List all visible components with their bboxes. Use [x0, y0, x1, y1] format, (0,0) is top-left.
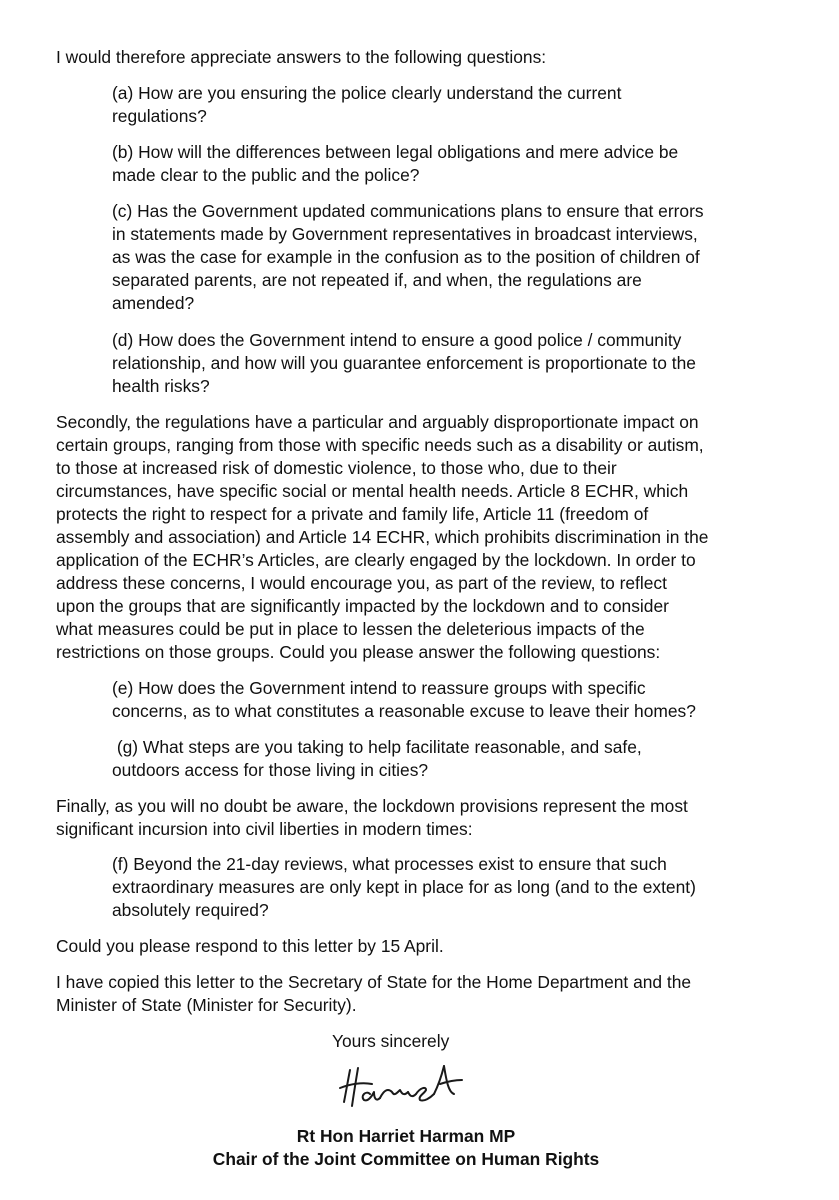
secondly-line: upon the groups that are significantly impacted by the lockdown and to consider [56, 596, 669, 616]
secondly-line: address these concerns, I would encourage you, as part of the review, to reflect [56, 573, 667, 593]
finally-line-1: Finally, as you will no doubt be aware, the lockdown provisions represent the most [56, 796, 688, 816]
secondly-line: protects the right to respect for a private and family life, Article 11 (freedom of [56, 504, 649, 524]
respond-paragraph [56, 935, 786, 958]
signatory-title: Chair of the Joint Committee on Human Rights [212, 1149, 600, 1169]
question-c-line-4: separated parents, are not repeated if, and when, the regulations are [112, 270, 642, 290]
signatory-name: Rt Hon Harriet Harman MP [296, 1126, 516, 1146]
secondly-line: restrictions on those groups. Could you please answer the following questions: [56, 642, 661, 662]
closing-salutation: Yours sincerely [332, 1031, 450, 1051]
paragraph-secondly [56, 411, 786, 664]
question-e [112, 677, 772, 723]
question-a-line-1: (a) How are you ensuring the police clearly understand the current [112, 83, 622, 103]
question-g-line-1: (g) What steps are you taking to help facilitate reasonable, and safe, [112, 737, 642, 757]
question-f-line-1: (f) Beyond the 21-day reviews, what processes exist to ensure that such [112, 854, 667, 874]
question-g-line-2: outdoors access for those living in cities? [112, 760, 429, 780]
secondly-line: application of the ECHR’s Articles, are clearly engaged by the lockdown. In order to [56, 550, 696, 570]
intro-paragraph [56, 46, 786, 69]
respond-line: Could you please respond to this letter by 15 April. [56, 936, 444, 956]
copied-line-1: I have copied this letter to the Secretary of State for the Home Department and the [56, 972, 692, 992]
question-d [112, 329, 772, 398]
question-c-line-1: (c) Has the Government updated communications plans to ensure that errors [112, 201, 704, 221]
secondly-line: certain groups, ranging from those with specific needs such as a disability or autism, [56, 435, 704, 455]
handwritten-signature [336, 1062, 476, 1110]
question-d-line-3: health risks? [112, 376, 210, 396]
question-b-line-1: (b) How will the differences between legal obligations and mere advice be [112, 142, 679, 162]
copied-line-2: Minister of State (Minister for Security). [56, 995, 357, 1015]
question-f-line-3: absolutely required? [112, 900, 269, 920]
question-f [112, 853, 772, 922]
question-e-line-2: concerns, as to what constitutes a reasonable excuse to leave their homes? [112, 701, 696, 721]
finally-line-2: significant incursion into civil liberties in modern times: [56, 819, 473, 839]
question-c [112, 200, 772, 315]
question-d-line-1: (d) How does the Government intend to ensure a good police / community [112, 330, 682, 350]
question-b [112, 141, 772, 187]
secondly-line: what measures could be put in place to lessen the deleterious impacts of the [56, 619, 645, 639]
question-g [112, 736, 772, 782]
copied-paragraph [56, 971, 786, 1017]
question-c-line-2: in statements made by Government representatives in broadcast interviews, [112, 224, 698, 244]
question-d-line-2: relationship, and how will you guarantee enforcement is proportionate to the [112, 353, 696, 373]
secondly-line: assembly and association) and Article 14 ECHR, which prohibits discrimination in the [56, 527, 709, 547]
question-f-line-2: extraordinary measures are only kept in place for as long (and to the extent) [112, 877, 696, 897]
question-c-line-3: as was the case for example in the confusion as to the position of children of [112, 247, 700, 267]
intro-line: I would therefore appreciate answers to the following questions: [56, 47, 547, 67]
secondly-line: circumstances, have specific social or mental health needs. Article 8 ECHR, which [56, 481, 689, 501]
question-c-line-5: amended? [112, 293, 195, 313]
question-b-line-2: made clear to the public and the police? [112, 165, 420, 185]
secondly-line: Secondly, the regulations have a particular and arguably disproportionate impact on [56, 412, 699, 432]
question-a [112, 82, 772, 128]
signature-drawing [336, 1062, 476, 1110]
question-e-line-1: (e) How does the Government intend to reassure groups with specific [112, 678, 646, 698]
question-a-line-2: regulations? [112, 106, 207, 126]
secondly-line: to those at increased risk of domestic violence, to those who, due to their [56, 458, 617, 478]
paragraph-finally [56, 795, 786, 841]
